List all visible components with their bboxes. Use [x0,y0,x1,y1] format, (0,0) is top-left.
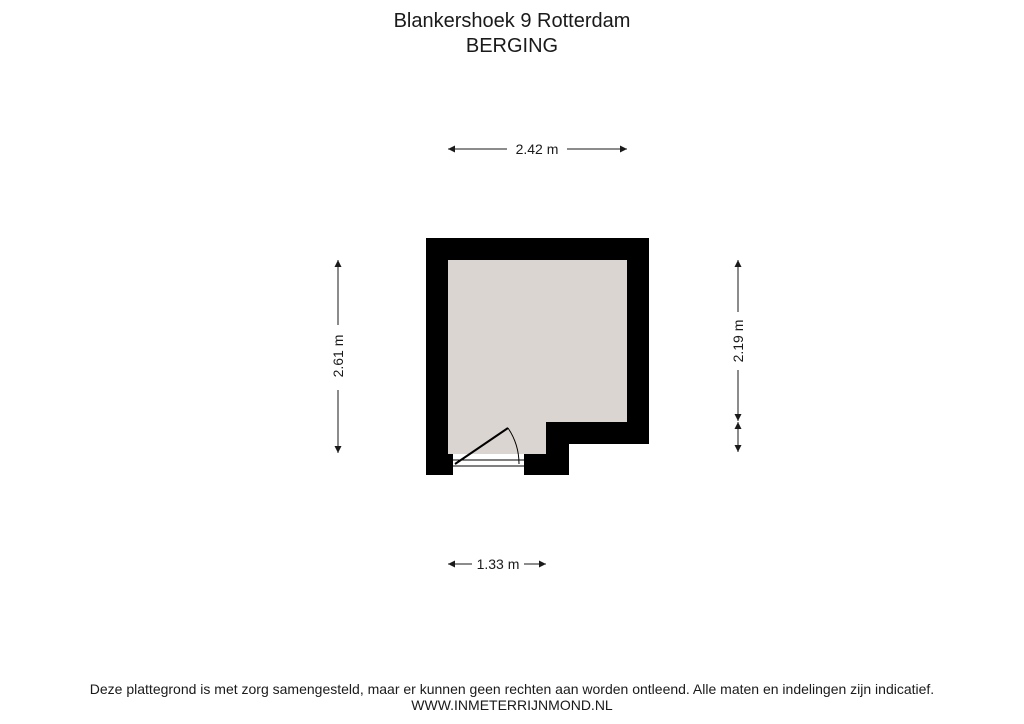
dim-label-left: 2.61 m [330,334,346,378]
room-name-title: BERGING [465,35,559,57]
plan-address-title: Blankershoek 9 Rotterdam [393,10,631,32]
dim-label-bottom: 1.33 m [476,556,520,572]
dim-label-top: 2.42 m [515,141,559,157]
website-url: WWW.INMETERRIJNMOND.NL [411,697,613,713]
disclaimer-text: Deze plattegrond is met zorg samengesteld, maar er kunnen geen rechten aan worden ontleend. Alle maten en indelingen zijn indicatief. [89,681,935,697]
dim-label-right: 2.19 m [730,319,746,363]
